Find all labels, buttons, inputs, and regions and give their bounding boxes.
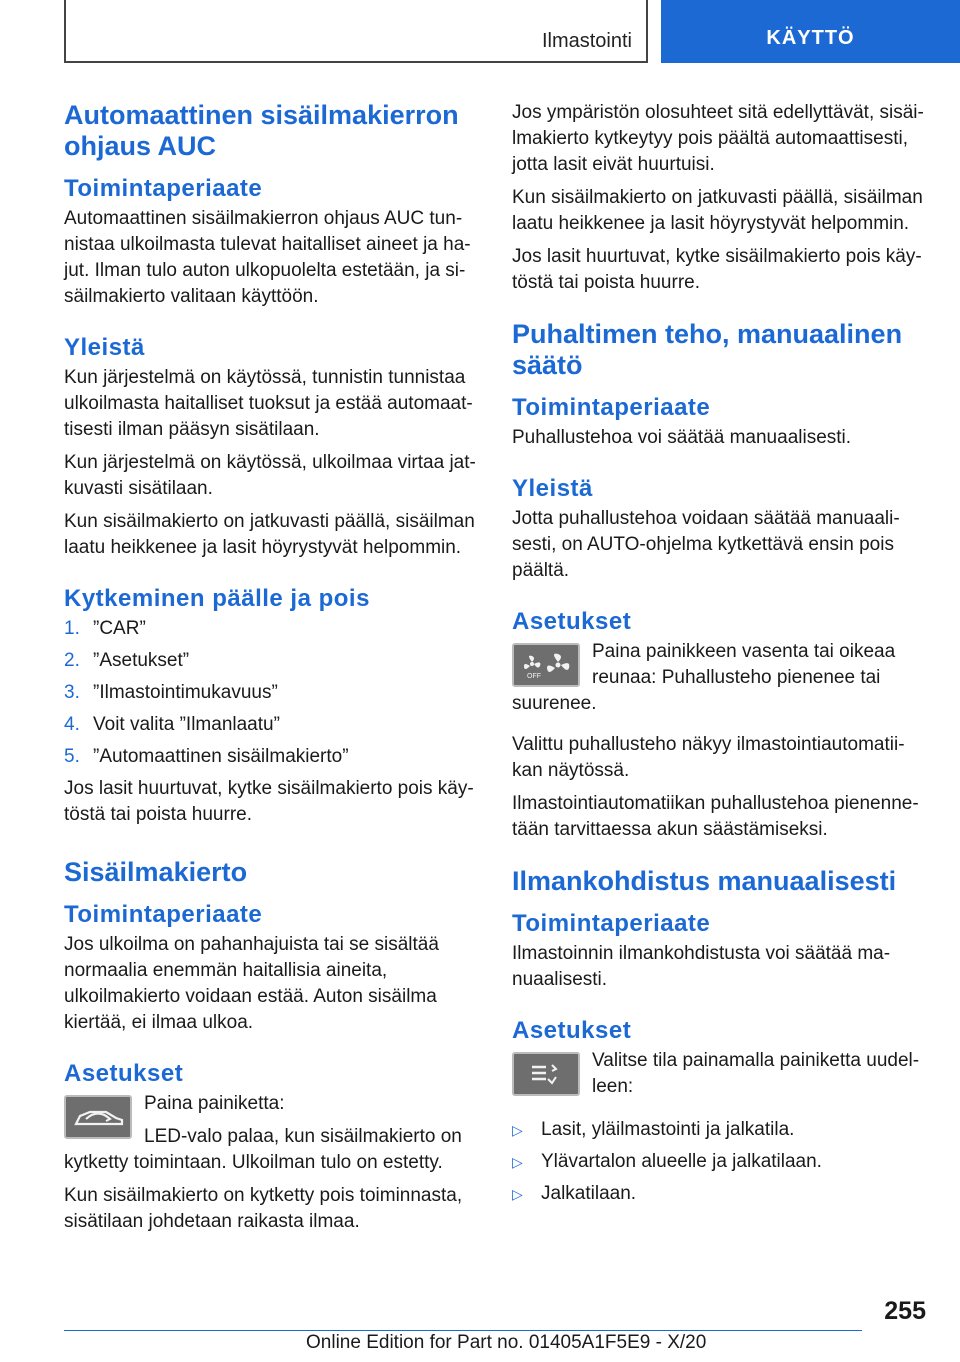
auc-general-heading: Yleistä <box>64 334 145 361</box>
list-item: ▷ Jalkatilaan. <box>512 1181 926 1207</box>
list-item: ▷ Lasit, yläilmastointi ja jalkatila. <box>512 1117 926 1143</box>
recirc-button-row <box>64 1091 476 1183</box>
distrib-principle-text: Ilmastoinnin ilmankohdistusta voi säätää manuaalisesti. <box>512 943 891 990</box>
triangle-bullet-icon: ▷ <box>512 1186 523 1202</box>
auc-title: Automaattinen sisäilmakierron ohjaus AUC <box>64 100 459 161</box>
list-item: 3. ”Ilmastointimukavuus” <box>64 682 278 703</box>
footer-edition: Online Edition for Part no. 01405A1F5E9 - X/20 <box>306 1332 707 1353</box>
fan-principle-heading: Toimintaperiaate <box>512 394 711 421</box>
recirculation-button-image <box>64 1095 132 1139</box>
chapter-tab[interactable]: KÄYTTÖ <box>661 0 960 63</box>
fan-general-heading: Yleistä <box>512 475 593 502</box>
list-item: 4. Voit valita ”Ilmanlaatu” <box>64 714 280 735</box>
distrib-principle-heading: Toimintaperiaate <box>512 910 711 937</box>
footer-divider <box>64 1330 862 1331</box>
right-column <box>512 100 926 1213</box>
air-distribution-icon <box>518 1059 574 1089</box>
fan-general-text: Jotta puhallustehoa voidaan säätää manuaalisesti, on AUTO-ohjelma kytkettävä ensin pois päältä. <box>512 508 900 581</box>
switch-heading: Kytkeminen päälle ja pois <box>64 585 370 612</box>
list-item: ▷ Ylävartalon alueelle ja jalkatilaan. <box>512 1149 926 1175</box>
auc-general-p2: Kun järjestelmä on käytössä, ulkoilmaa virtaa jatkuvasti sisätilaan. <box>64 452 476 499</box>
list-item: 1. ”CAR” <box>64 618 146 639</box>
recirc-principle-text: Jos ulkoilma on pahanhajuista tai se sisältää normaalia enemmän haitallisia aineita, ulkoilmakierto voidaan estää. Auton sisäilma kiertää, ei ilmaa ulkoa. <box>64 934 439 1033</box>
fan-p2: Valittu puhallusteho näkyy ilmastointiautomatiikan näytössä. <box>512 734 905 781</box>
svg-text:OFF: OFF <box>527 673 541 680</box>
air-distribution-button-image <box>512 1052 580 1096</box>
fan-settings-heading: Asetukset <box>512 608 632 635</box>
triangle-bullet-icon: ▷ <box>512 1122 523 1138</box>
cont-p2: Kun sisäilmakierto on jatkuvasti päällä, sisäilman laatu heikkenee ja lasit höyrystyvät helpommin. <box>512 187 923 234</box>
list-item: 5. ”Automaattinen sisäilmakierto” <box>64 746 349 767</box>
list-item: 2. ”Asetukset” <box>64 650 190 671</box>
distrib-settings-heading: Asetukset <box>512 1017 632 1044</box>
distrib-settings-text: Valitse tila painamalla painiketta uudelleen: <box>592 1050 920 1097</box>
page-number: 255 <box>884 1297 926 1325</box>
header-section-title: Ilmastointi <box>541 30 632 52</box>
auc-principle-heading: Toimintaperiaate <box>64 175 263 202</box>
recirc-title: Sisäilmakierto <box>64 857 248 887</box>
fan-title: Puhaltimen teho, manuaalinen säätö <box>512 319 903 380</box>
switch-note: Jos lasit huurtuvat, kytke sisäilmakierto pois käytöstä tai poista huurre. <box>64 778 474 825</box>
auc-general-p1: Kun järjestelmä on käytössä, tunnistin tunnistaa ulkoilmasta haitalliset tuoksut ja estää automaattisesti ilman pääsyn sisätilaan. <box>64 367 473 440</box>
auc-general-p3: Kun sisäilmakierto on jatkuvasti päällä, sisäilman laatu heikkenee ja lasit höyrystyvät helpommin. <box>64 511 475 558</box>
recirc-led: LED-valo palaa, kun sisäilmakierto on kytketty toimintaan. Ulkoilman tulo on estetty. <box>64 1126 462 1173</box>
distrib-options <box>512 1117 926 1207</box>
recirculation-car-icon <box>70 1102 126 1132</box>
recirc-principle-heading: Toimintaperiaate <box>64 901 263 928</box>
distrib-title: Ilmankohdistus manuaalisesti <box>512 866 897 896</box>
recirc-off: Kun sisäilmakierto on kytketty pois toiminnasta, sisätilaan johdetaan raikasta ilmaa. <box>64 1185 463 1232</box>
distrib-button-row <box>512 1048 926 1107</box>
left-column <box>64 100 476 1242</box>
recirc-settings-heading: Asetukset <box>64 1060 184 1087</box>
cont-p3: Jos lasit huurtuvat, kytke sisäilmakierto pois käytöstä tai poista huurre. <box>512 246 922 293</box>
fan-settings-text: Paina painikkeen vasenta tai oikeaa reunaa: Puhallusteho pienenee tai suurenee. <box>512 641 896 714</box>
fan-principle-text: Puhallustehoa voi säätää manuaalisesti. <box>512 427 852 448</box>
fan-p3: Ilmastointiautomatiikan puhallustehoa pienennetään tarvittaessa akun säästämiseksi. <box>512 793 919 840</box>
fan-button-image <box>512 643 580 687</box>
triangle-bullet-icon: ▷ <box>512 1154 523 1170</box>
fan-button-row <box>512 639 926 724</box>
fan-icon <box>518 650 574 680</box>
switch-steps <box>64 616 476 770</box>
cont-p1: Jos ympäristön olosuhteet sitä edellyttävät, sisäilmakierto kytkeytyy pois päältä automaattisesti, jotta lasit eivät huurtuisi. <box>512 102 924 175</box>
recirc-press: Paina painiketta: <box>144 1093 285 1114</box>
auc-principle-text: Automaattinen sisäilmakierron ohjaus AUC tunnistaa ulkoilmasta tulevat haitalliset aineet ja hajut. Ilman tulo auton ulkopuolelta estetään, ja sisäilmakierto valitaan käyttöön. <box>64 208 471 307</box>
